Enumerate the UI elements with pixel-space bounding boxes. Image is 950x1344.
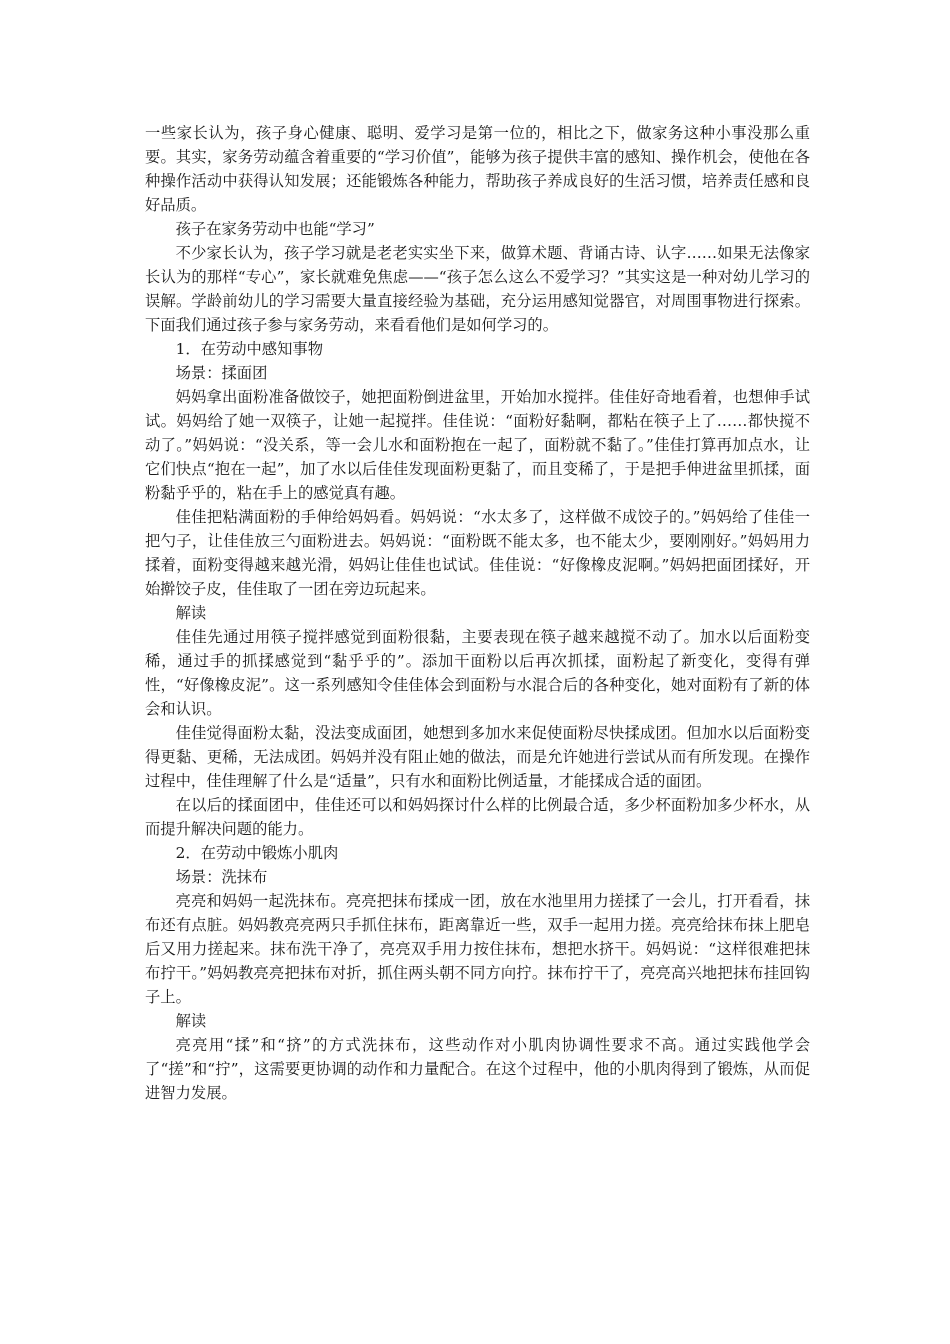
body-paragraph: 佳佳觉得面粉太黏，没法变成面团，她想到多加水来促使面粉尽快揉成团。但加水以后面粉变得更黏、更稀，无法成团。妈妈并没有阻止她的做法，而是允许她进行尝试从而有所发现。在操作过程中，佳佳理解了什么是“适量”，只有水和面粉比例适量，才能揉成合适的面团。 (145, 724, 810, 790)
body-paragraph: 佳佳把粘满面粉的手伸给妈妈看。妈妈说：“水太多了，这样做不成饺子的。”妈妈给了佳佳一把勺子，让佳佳放三勺面粉进去。妈妈说：“面粉既不能太多，也不能太少，要刚刚好。”妈妈用力揉着，面粉变得越来越光滑，妈妈让佳佳也试试。佳佳说：“好像橡皮泥啊。”妈妈把面团揉好，开始擀饺子皮，佳佳取了一团在旁边玩起来。 (145, 508, 810, 598)
body-paragraph: 亮亮用“揉”和“挤”的方式洗抹布，这些动作对小肌肉协调性要求不高。通过实践他学会了“搓”和“拧”，这需要更协调的动作和力量配合。在这个过程中，他的小肌肉得到了锻炼，从而促进智力发展。 (145, 1036, 810, 1102)
intro-paragraph: 一些家长认为，孩子身心健康、聪明、爱学习是第一位的，相比之下，做家务这种小事没那么重要。其实，家务劳动蕴含着重要的“学习价值”，能够为孩子提供丰富的感知、操作机会，使他在各种操作活动中获得认知发展；还能锻炼各种能力，帮助孩子养成良好的生活习惯，培养责任感和良好品质。 (145, 124, 810, 214)
interpretation-label-1: 解读 (175, 604, 207, 622)
section-heading: 孩子在家务劳动中也能“学习” (175, 220, 375, 238)
body-paragraph: 不少家长认为，孩子学习就是老老实实坐下来，做算术题、背诵古诗、认字……如果无法像家长认为的那样“专心”，家长就难免焦虑——“孩子怎么这么不爱学习？”其实这是一种对幼儿学习的误解。学龄前幼儿的学习需要大量直接经验为基础，充分运用感知觉器官，对周围事物进行探索。下面我们通过孩子参与家务劳动，来看看他们是如何学习的。 (145, 244, 810, 334)
interpretation-label-2: 解读 (175, 1012, 207, 1030)
subsection-heading-1: 1．在劳动中感知事物 (175, 340, 323, 358)
scene-label-2: 场景：洗抹布 (175, 868, 268, 886)
body-paragraph: 在以后的揉面团中，佳佳还可以和妈妈探讨什么样的比例最合适，多少杯面粉加多少杯水，从而提升解决问题的能力。 (145, 796, 810, 838)
subsection-heading-2: 2．在劳动中锻炼小肌肉 (175, 844, 339, 862)
body-paragraph: 佳佳先通过用筷子搅拌感觉到面粉很黏，主要表现在筷子越来越搅不动了。加水以后面粉变稀，通过手的抓揉感觉到“黏乎乎的”。添加干面粉以后再次抓揉，面粉起了新变化，变得有弹性，“好像橡皮泥”。这一系列感知令佳佳体会到面粉与水混合后的各种变化，她对面粉有了新的体会和认识。 (145, 628, 810, 718)
article-body (145, 121, 810, 1105)
body-paragraph: 亮亮和妈妈一起洗抹布。亮亮把抹布揉成一团，放在水池里用力搓揉了一会儿，打开看看，抹布还有点脏。妈妈教亮亮两只手抓住抹布，距离靠近一些，双手一起用力搓。亮亮给抹布抹上肥皂后又用力搓起来。抹布洗干净了，亮亮双手用力按住抹布，想把水挤干。妈妈说：“这样很难把抹布拧干。”妈妈教亮亮把抹布对折，抓住两头朝不同方向拧。抹布拧干了，亮亮高兴地把抹布挂回钩子上。 (145, 892, 810, 1006)
scene-label-1: 场景：揉面团 (175, 364, 268, 382)
body-paragraph: 妈妈拿出面粉准备做饺子，她把面粉倒进盆里，开始加水搅拌。佳佳好奇地看着，也想伸手试试。妈妈给了她一双筷子，让她一起搅拌。佳佳说：“面粉好黏啊，都粘在筷子上了……都快搅不动了。”妈妈说：“没关系，等一会儿水和面粉抱在一起了，面粉就不黏了。”佳佳打算再加点水，让它们快点“抱在一起”，加了水以后佳佳发现面粉更黏了，而且变稀了，于是把手伸进盆里抓揉，面粉黏乎乎的，粘在手上的感觉真有趣。 (145, 388, 810, 502)
